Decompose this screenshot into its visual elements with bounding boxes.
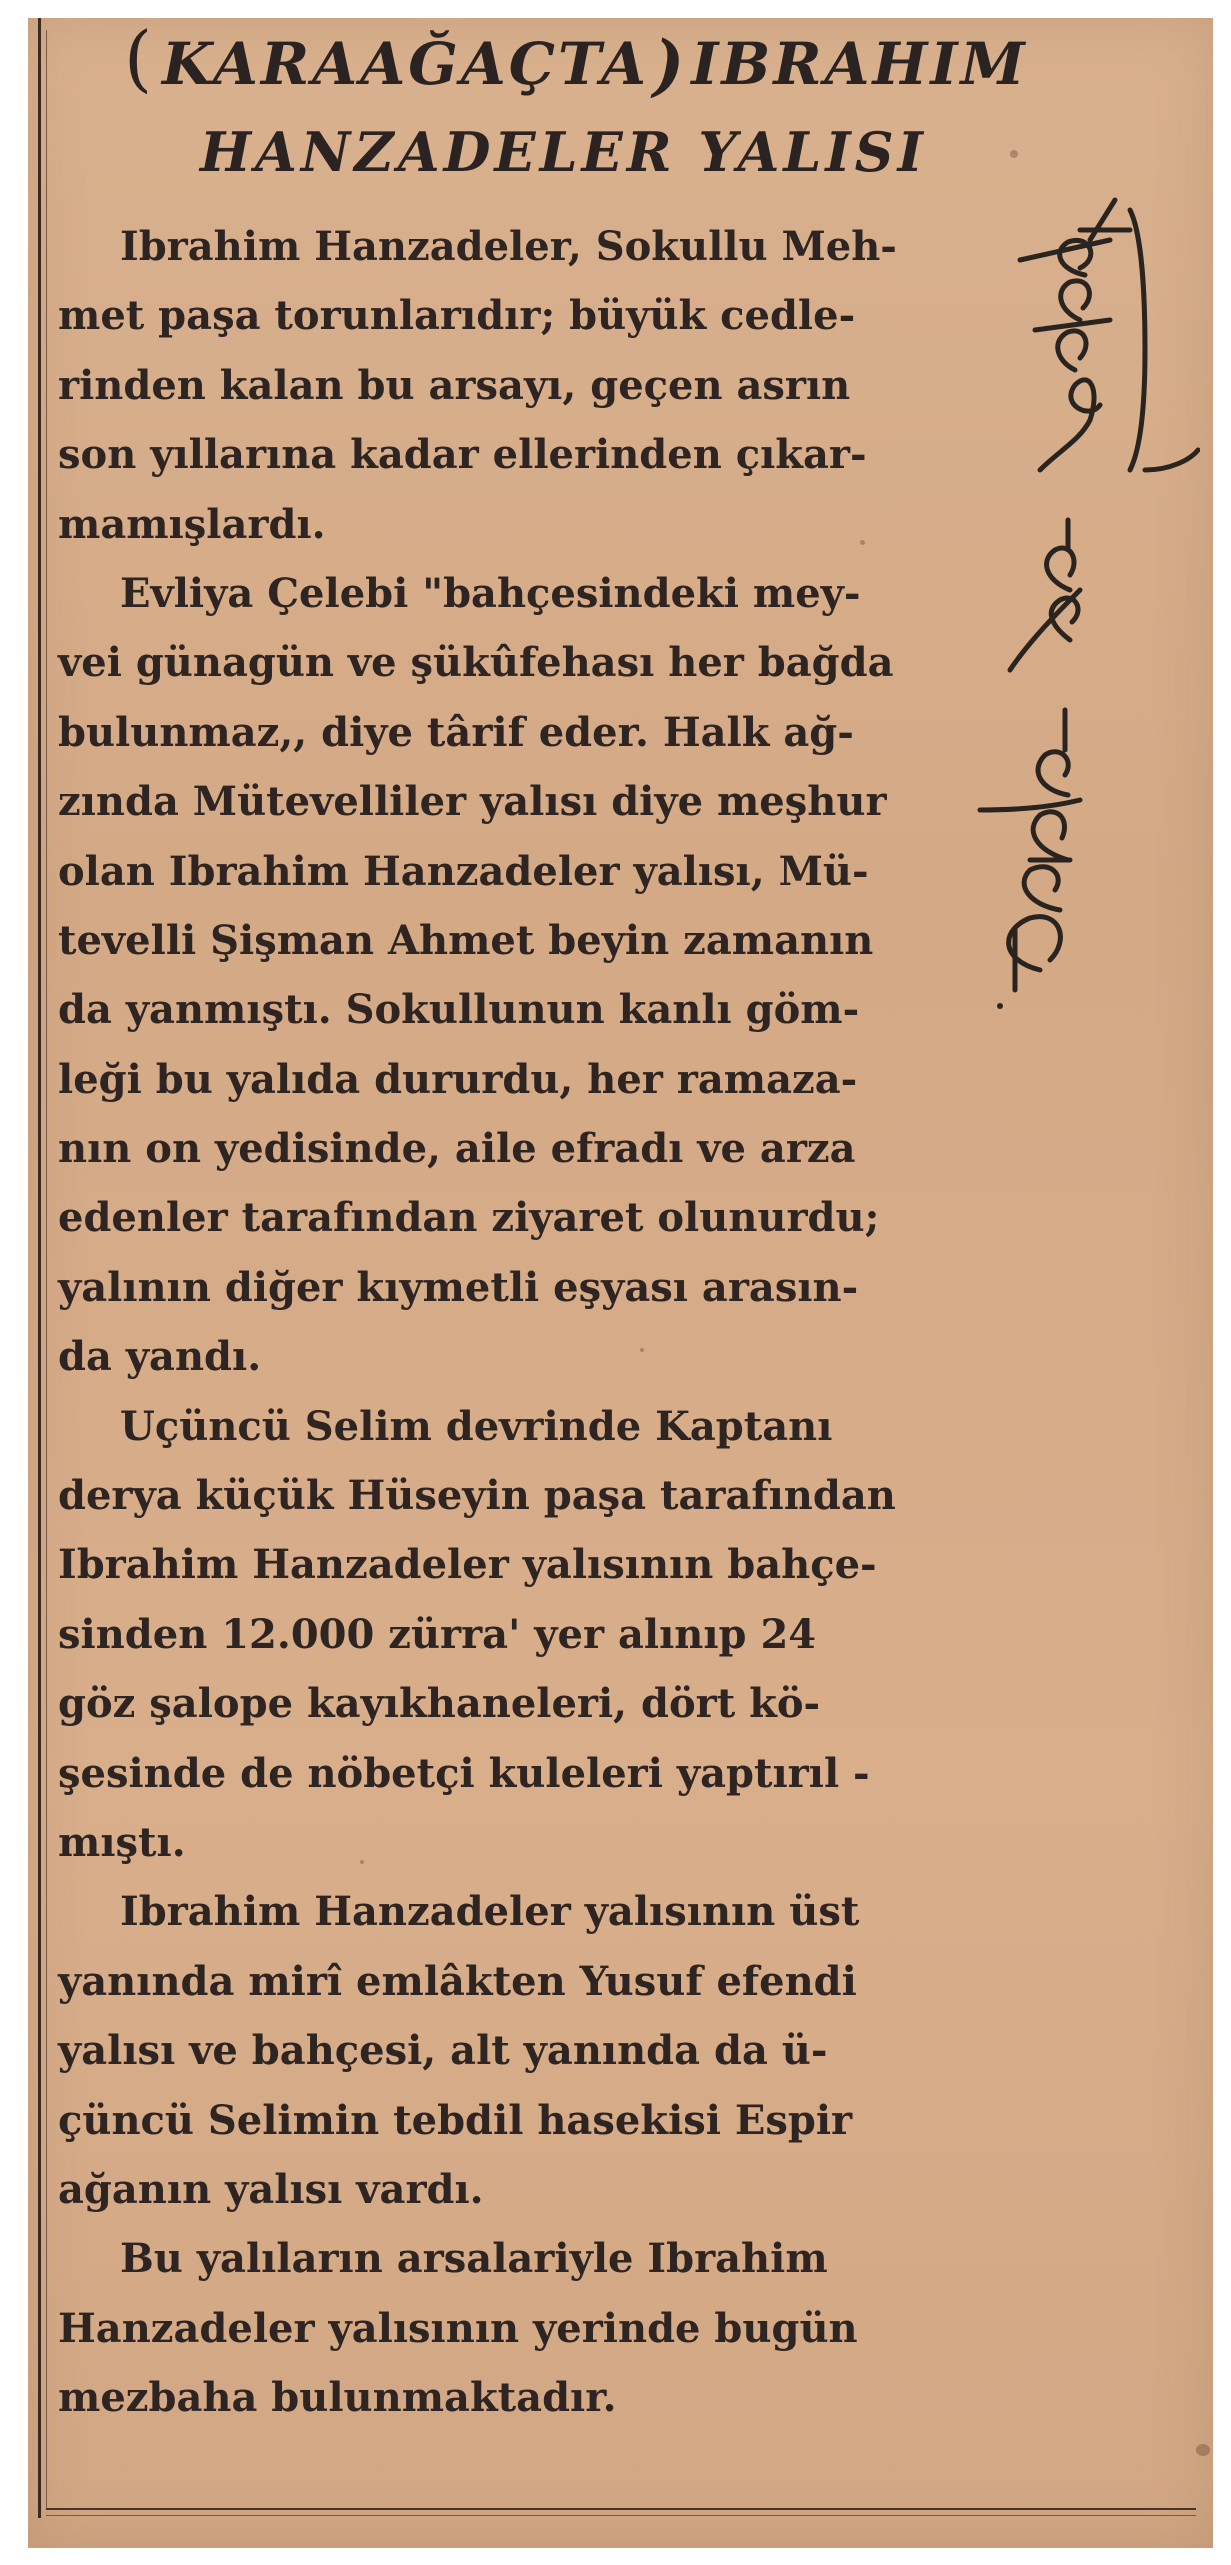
heading-close-paren: ): [652, 26, 688, 104]
article-line: yalının diğer kıymetli eşyası arasın-: [58, 1263, 859, 1311]
article-line: olan Ibrahim Hanzadeler yalısı, Mü-: [58, 847, 869, 895]
article-line: yanında mirî emlâkten Yusuf efendi: [58, 1957, 857, 2005]
article-line: Uçüncü Selim devrinde Kaptanı: [120, 1402, 833, 1450]
article-line: mamışlardı.: [58, 500, 326, 548]
article-line: Ibrahim Hanzadeler yalısının bahçe-: [58, 1541, 877, 1589]
article-line: vei günagün ve şükûfehası her bağda: [58, 639, 894, 687]
article-line: Hanzadeler yalısının yerinde bugün: [58, 2304, 858, 2352]
left-margin-rule: [38, 18, 41, 2518]
article-line: mıştı.: [58, 1818, 186, 1866]
article-line: leği bu yalıda dururdu, her ramaza-: [58, 1055, 858, 1103]
article-line: derya küçük Hüseyin paşa tarafından: [58, 1472, 896, 1520]
article-line: yalısı ve bahçesi, alt yanında da ü-: [58, 2027, 828, 2075]
article-line: nın on yedisinde, aile efradı ve arza: [58, 1125, 856, 1173]
heading-open-paren: (: [124, 16, 153, 100]
article-line: tevelli Şişman Ahmet beyin zamanın: [58, 916, 874, 964]
ink-speck: [1196, 2444, 1210, 2456]
article-line: sinden 12.000 zürra' yer alınıp 24: [58, 1610, 817, 1658]
heading-name: IBRAHIM: [691, 30, 1028, 98]
article-line: Evliya Çelebi "bahçesindeki mey-: [120, 569, 861, 617]
ink-speck: [640, 1348, 644, 1352]
ink-speck: [860, 540, 865, 545]
ink-speck: [1010, 150, 1018, 158]
heading-location: KARAAĞAÇTA: [162, 30, 649, 98]
heading-line-1: [162, 22, 1028, 104]
article-line: mezbaha bulunmaktadır.: [58, 2374, 617, 2422]
article-body: [58, 212, 908, 2433]
article-line: met paşa torunlarıdır; büyük cedle-: [58, 292, 856, 340]
article-line: rinden kalan bu arsayı, geçen asrın: [58, 361, 851, 409]
article-line: şesinde de nöbetçi kuleleri yaptırıl -: [58, 1749, 870, 1797]
bottom-rule: [46, 2508, 1196, 2510]
handwritten-note: [940, 170, 1200, 1030]
article-line: Bu yalıların arsalariyle Ibrahim: [120, 2235, 828, 2283]
article-line: ağanın yalısı vardı.: [58, 2165, 484, 2213]
article-line: Ibrahim Hanzadeler yalısının üst: [120, 1888, 860, 1936]
article-line: da yandı.: [58, 1333, 262, 1381]
left-margin-rule-thin: [46, 30, 47, 2510]
article-line: son yıllarına kadar ellerinden çıkar-: [58, 431, 867, 479]
article-line: zında Mütevelliler yalısı diye meşhur: [58, 778, 887, 826]
article-line: edenler tarafından ziyaret olunurdu;: [58, 1194, 880, 1242]
article-line: çüncü Selimin tebdil hasekisi Espir: [58, 2096, 853, 2144]
article-line: bulunmaz,, diye târif eder. Halk ağ-: [58, 708, 854, 756]
article-line: da yanmıştı. Sokullunun kanlı göm-: [58, 986, 860, 1034]
article-line: Ibrahim Hanzadeler, Sokullu Meh-: [120, 223, 897, 270]
ink-speck: [360, 1860, 364, 1864]
heading-line-2: HANZADELER YALISI: [200, 120, 927, 184]
article-line: göz şalope kayıkhaneleri, dört kö-: [58, 1680, 821, 1728]
bottom-rule-thin: [46, 2515, 1196, 2516]
